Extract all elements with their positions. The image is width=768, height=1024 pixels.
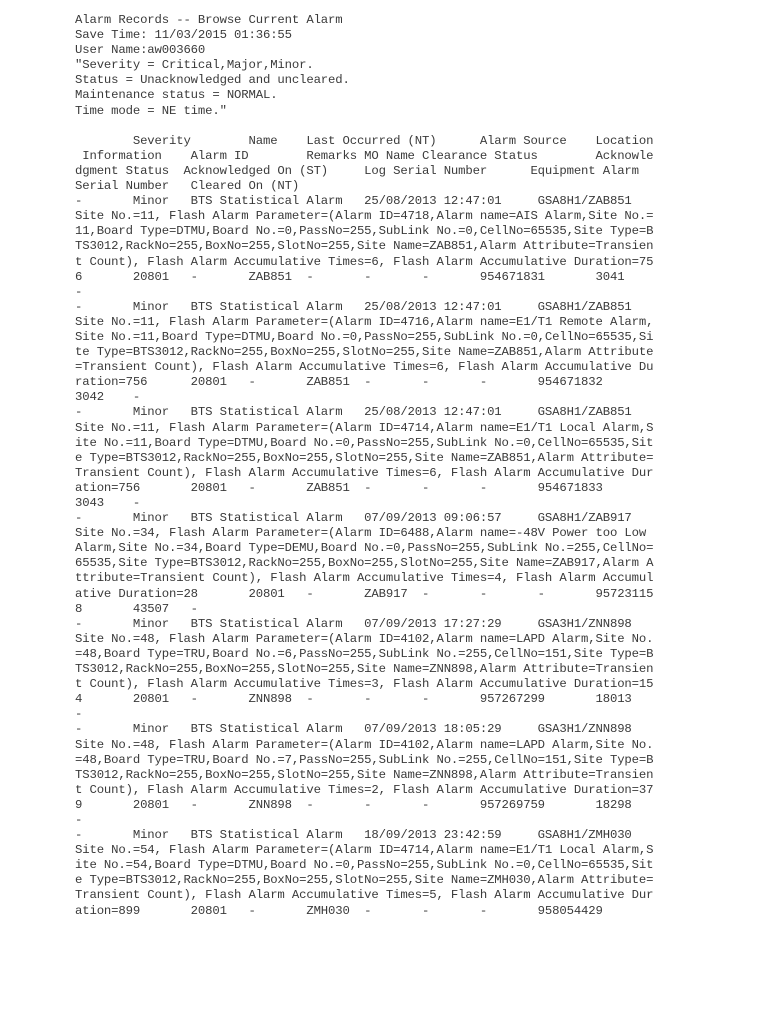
- document-line: Site No.=11, Flash Alarm Parameter=(Alarm ID=4714,Alarm name=E1/T1 Local Alarm,S: [75, 420, 654, 435]
- document-line: ation=899 20801 - ZMH030 - - - 958054429: [75, 903, 603, 918]
- document-line: TS3012,RackNo=255,BoxNo=255,SlotNo=255,Site Name=ZAB851,Alarm Attribute=Transien: [75, 239, 654, 254]
- document-line: Transient Count), Flash Alarm Accumulative Times=6, Flash Alarm Accumulative Dur: [75, 465, 654, 480]
- document-line: Save Time: 11/03/2015 01:36:55: [75, 28, 292, 43]
- document-line: - Minor BTS Statistical Alarm 18/09/2013 23:42:59 GSA8H1/ZMH030: [75, 828, 632, 843]
- document-line: -: [75, 812, 83, 827]
- document-line: Maintenance status = NORMAL.: [75, 88, 278, 103]
- document-line: [75, 119, 695, 134]
- document-line: User Name:aw003660: [75, 43, 206, 58]
- document-line: Alarm Records -- Browse Current Alarm: [75, 13, 343, 27]
- document-line: Time mode = NE time.": [75, 103, 227, 118]
- document-line: dgment Status Acknowledged On (ST) Log Serial Number Equipment Alarm: [75, 163, 639, 178]
- document-line: ite No.=11,Board Type=DTMU,Board No.=0,PassNo=255,SubLink No.=0,CellNo=65535,Sit: [75, 435, 654, 450]
- document-line: e Type=BTS3012,RackNo=255,BoxNo=255,SlotNo=255,Site Name=ZAB851,Alarm Attribute=: [75, 450, 654, 465]
- alarm-records-document: [75, 13, 695, 919]
- document-line: ation=756 20801 - ZAB851 - - - 954671833: [75, 480, 603, 495]
- document-line: Site No.=48, Flash Alarm Parameter=(Alarm ID=4102,Alarm name=LAPD Alarm,Site No.: [75, 737, 654, 752]
- document-line: "Severity = Critical,Major,Minor.: [75, 58, 314, 73]
- document-line: Site No.=34, Flash Alarm Parameter=(Alarm ID=6488,Alarm name=-48V Power too Low: [75, 526, 647, 541]
- document-line: ative Duration=28 20801 - ZAB917 - - - 95723115: [75, 586, 654, 601]
- document-line: Alarm,Site No.=34,Board Type=DEMU,Board No.=0,PassNo=255,SubLink No.=255,CellNo=: [75, 541, 654, 556]
- document-line: Site No.=11,Board Type=DTMU,Board No.=0,PassNo=255,SubLink No.=0,CellNo=65535,Si: [75, 329, 654, 344]
- document-line: Serial Number Cleared On (NT): [75, 179, 300, 194]
- document-line: -: [75, 284, 83, 299]
- document-line: Site No.=11, Flash Alarm Parameter=(Alarm ID=4716,Alarm name=E1/T1 Remote Alarm,: [75, 314, 654, 329]
- document-line: =48,Board Type=TRU,Board No.=6,PassNo=255,SubLink No.=255,CellNo=151,Site Type=B: [75, 646, 654, 661]
- document-line: Site No.=48, Flash Alarm Parameter=(Alarm ID=4102,Alarm name=LAPD Alarm,Site No.: [75, 631, 654, 646]
- document-line: te Type=BTS3012,RackNo=255,BoxNo=255,SlotNo=255,Site Name=ZAB851,Alarm Attribute: [75, 345, 654, 360]
- document-line: ration=756 20801 - ZAB851 - - - 954671832: [75, 375, 603, 390]
- document-line: e Type=BTS3012,RackNo=255,BoxNo=255,SlotNo=255,Site Name=ZMH030,Alarm Attribute=: [75, 873, 654, 888]
- document-line: 9 20801 - ZNN898 - - - 957269759 18298: [75, 797, 632, 812]
- document-line: t Count), Flash Alarm Accumulative Times=3, Flash Alarm Accumulative Duration=15: [75, 677, 654, 692]
- document-line: - Minor BTS Statistical Alarm 07/09/2013 17:27:29 GSA3H1/ZNN898: [75, 616, 632, 631]
- document-line: =48,Board Type=TRU,Board No.=7,PassNo=255,SubLink No.=255,CellNo=151,Site Type=B: [75, 752, 654, 767]
- document-line: t Count), Flash Alarm Accumulative Times=6, Flash Alarm Accumulative Duration=75: [75, 254, 654, 269]
- document-line: 3042 -: [75, 390, 141, 405]
- document-line: - Minor BTS Statistical Alarm 25/08/2013 12:47:01 GSA8H1/ZAB851: [75, 299, 632, 314]
- document-line: Transient Count), Flash Alarm Accumulative Times=5, Flash Alarm Accumulative Dur: [75, 888, 654, 903]
- document-line: 4 20801 - ZNN898 - - - 957267299 18013: [75, 692, 632, 707]
- document-line: 65535,Site Type=BTS3012,RackNo=255,BoxNo=255,SlotNo=255,Site Name=ZAB917,Alarm A: [75, 556, 654, 571]
- document-line: 3043 -: [75, 496, 141, 510]
- document-line: 8 43507 -: [75, 601, 198, 616]
- document-line: =Transient Count), Flash Alarm Accumulative Times=6, Flash Alarm Accumulative Du: [75, 360, 654, 375]
- document-line: - Minor BTS Statistical Alarm 25/08/2013 12:47:01 GSA8H1/ZAB851: [75, 194, 632, 209]
- document-line: TS3012,RackNo=255,BoxNo=255,SlotNo=255,Site Name=ZNN898,Alarm Attribute=Transien: [75, 767, 654, 782]
- document-line: Site No.=54, Flash Alarm Parameter=(Alarm ID=4714,Alarm name=E1/T1 Local Alarm,S: [75, 843, 654, 858]
- document-line: ite No.=54,Board Type=DTMU,Board No.=0,PassNo=255,SubLink No.=0,CellNo=65535,Sit: [75, 858, 654, 873]
- document-line: - Minor BTS Statistical Alarm 07/09/2013 09:06:57 GSA8H1/ZAB917: [75, 511, 632, 526]
- document-line: ttribute=Transient Count), Flash Alarm Accumulative Times=4, Flash Alarm Accumul: [75, 571, 654, 586]
- document-line: Status = Unacknowledged and uncleared.: [75, 73, 350, 88]
- document-line: t Count), Flash Alarm Accumulative Times=2, Flash Alarm Accumulative Duration=37: [75, 782, 654, 797]
- document-line: 11,Board Type=DTMU,Board No.=0,PassNo=255,SubLink No.=0,CellNo=65535,Site Type=B: [75, 224, 654, 239]
- document-line: Severity Name Last Occurred (NT) Alarm Source Location: [75, 133, 654, 148]
- document-line: Information Alarm ID Remarks MO Name Clearance Status Acknowle: [75, 148, 654, 163]
- document-line: -: [75, 707, 83, 722]
- document-line: Site No.=11, Flash Alarm Parameter=(Alarm ID=4718,Alarm name=AIS Alarm,Site No.=: [75, 209, 654, 224]
- document-line: - Minor BTS Statistical Alarm 07/09/2013 18:05:29 GSA3H1/ZNN898: [75, 722, 632, 737]
- document-line: TS3012,RackNo=255,BoxNo=255,SlotNo=255,Site Name=ZNN898,Alarm Attribute=Transien: [75, 662, 654, 677]
- document-line: - Minor BTS Statistical Alarm 25/08/2013 12:47:01 GSA8H1/ZAB851: [75, 405, 632, 420]
- document-line: 6 20801 - ZAB851 - - - 954671831 3041: [75, 269, 625, 284]
